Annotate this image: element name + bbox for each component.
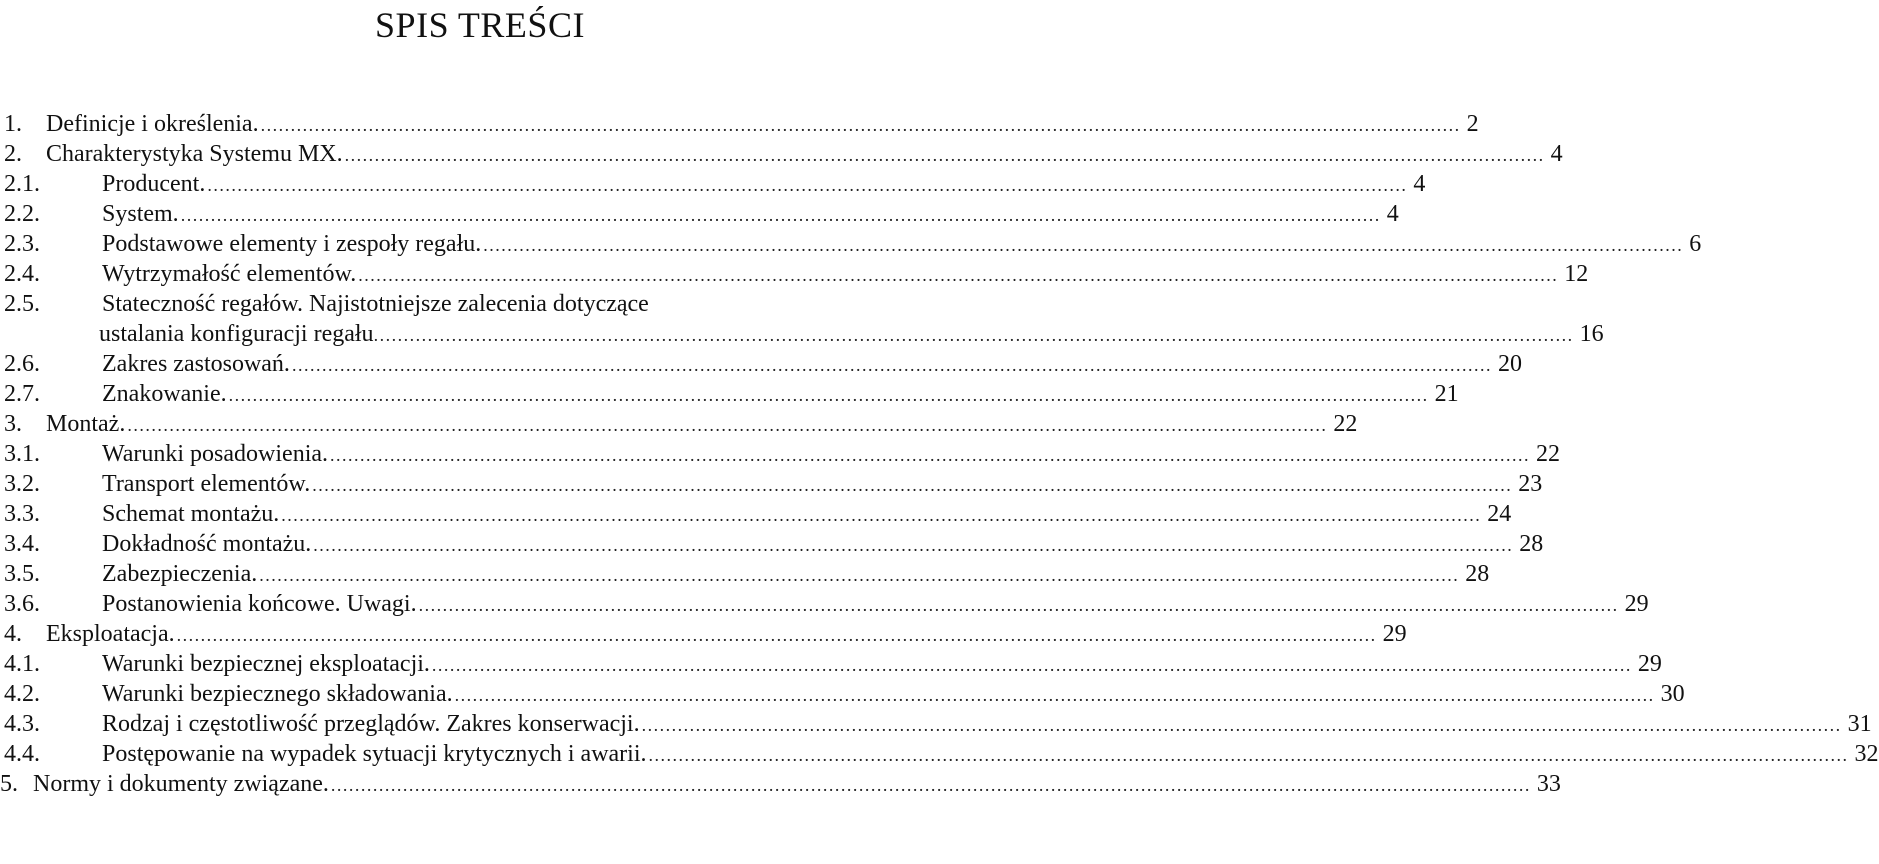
- toc-entry-number: 4.1.: [4, 651, 40, 677]
- toc-entry-page: 20: [1497, 351, 1522, 377]
- toc-entry-page: 29: [1382, 621, 1407, 647]
- toc-leader-dots: ........................................................................................................................................................................................................: [358, 265, 1559, 285]
- toc-entry[interactable]: [0, 109, 1479, 139]
- toc-entry[interactable]: [0, 499, 1512, 529]
- toc-leader-dots: ........................................................................................................................................................................................................: [330, 775, 1531, 795]
- toc-entry-page: 4: [1550, 141, 1563, 167]
- toc-entry-title: Normy i dokumenty związane.: [33, 771, 329, 797]
- toc-entry[interactable]: [0, 409, 1358, 439]
- toc-entry-number: 4.: [4, 621, 22, 647]
- toc-entry-title: ustalania konfiguracji regału: [99, 321, 374, 347]
- toc-entry[interactable]: [0, 319, 1604, 349]
- toc-entry-title: Zabezpieczenia.: [102, 561, 258, 587]
- toc-entry-number: 3.5.: [4, 561, 40, 587]
- toc-leader-dots: ........................................................................................................................................................................................................: [291, 355, 1492, 375]
- toc-entry-title: Definicje i określenia.: [46, 111, 259, 137]
- toc-leader-dots: ........................................................................................................................................................................................................: [418, 595, 1619, 615]
- toc-leader-dots: ........................................................................................................................................................................................................: [641, 715, 1842, 735]
- toc-entry-number: 2.1.: [4, 171, 40, 197]
- toc-entry-page: 2: [1466, 111, 1479, 137]
- toc-entry-title: Schemat montażu.: [102, 501, 280, 527]
- toc-entry-title: Znakowanie.: [102, 381, 227, 407]
- toc-entry-number: 2.6.: [4, 351, 40, 377]
- toc-entry[interactable]: [0, 439, 1561, 469]
- toc-entry-page: 30: [1660, 681, 1685, 707]
- toc-entry-title: Warunki bezpiecznej eksploatacji.: [102, 651, 430, 677]
- toc-entry-title: Rodzaj i częstotliwość przeglądów. Zakres konserwacji.: [102, 711, 640, 737]
- toc-leader-dots: ........................................................................................................................................................................................................: [454, 685, 1655, 705]
- toc-entry-title: Stateczność regałów. Najistotniejsze zalecenia dotyczące: [102, 291, 649, 317]
- toc-leader-dots: ........................................................................................................................................................................................................: [483, 235, 1684, 255]
- toc-entry[interactable]: [0, 649, 1662, 679]
- toc-entry-page: 31: [1847, 711, 1872, 737]
- toc-entry-number: 2.4.: [4, 261, 40, 287]
- toc-entry-title: Transport elementów.: [102, 471, 311, 497]
- toc-entry-number: 2.7.: [4, 381, 40, 407]
- toc-leader-dots: ........................................................................................................................................................................................................: [344, 145, 1545, 165]
- toc-entry-title: Warunki posadowienia.: [102, 441, 329, 467]
- toc-entry[interactable]: [0, 139, 1563, 169]
- toc-entry-title: Montaż.: [46, 411, 126, 437]
- toc-entry-number: 3.3.: [4, 501, 40, 527]
- toc-entry-number: 1.: [4, 111, 22, 137]
- toc-entry[interactable]: [0, 349, 1522, 379]
- toc-leader-dots: ........................................................................................................................................................................................................: [180, 205, 1381, 225]
- toc-entry[interactable]: [0, 469, 1543, 499]
- toc-entry-page: 29: [1637, 651, 1662, 677]
- toc-entry-number: 3.2.: [4, 471, 40, 497]
- toc-entry-number: 5.: [0, 771, 18, 797]
- toc-entry[interactable]: [0, 589, 1649, 619]
- toc-entry-page: 33: [1536, 771, 1561, 797]
- toc-entry-page: 28: [1519, 531, 1544, 557]
- toc-entry-page: 28: [1465, 561, 1490, 587]
- toc-entry-title: Wytrzymałość elementów.: [102, 261, 357, 287]
- toc-entry-page: 22: [1536, 441, 1561, 467]
- toc-entry-title: Postanowienia końcowe. Uwagi.: [102, 591, 417, 617]
- toc-leader-dots: ........................................................................................................................................................................................................: [127, 415, 1328, 435]
- toc-leader-dots: ........................................................................................................................................................................................................: [207, 175, 1408, 195]
- page-title: SPIS TREŚCI: [375, 5, 585, 45]
- toc-entry[interactable]: [0, 679, 1685, 709]
- toc-entry-page: 12: [1564, 261, 1589, 287]
- toc-entry[interactable]: [0, 169, 1426, 199]
- toc-entry-page: 24: [1487, 501, 1512, 527]
- toc-entry-page: 32: [1854, 741, 1879, 767]
- toc-entry[interactable]: [0, 289, 960, 319]
- toc-entry-title: Charakterystyka Systemu MX.: [46, 141, 343, 167]
- toc-entry-title: Warunki bezpiecznego składowania.: [102, 681, 453, 707]
- toc-entry[interactable]: [0, 229, 1702, 259]
- toc-entry-number: 2.3.: [4, 231, 40, 257]
- toc-entry-page: 16: [1579, 321, 1604, 347]
- toc-entry-number: 3.1.: [4, 441, 40, 467]
- toc-entry-number: 2.: [4, 141, 22, 167]
- toc-leader-dots: ........................................................................................................................................................................................................: [373, 325, 1574, 345]
- toc-entry-title: Zakres zastosowań.: [102, 351, 290, 377]
- toc-leader-dots: ........................................................................................................................................................................................................: [260, 115, 1461, 135]
- toc-entry-number: 3.6.: [4, 591, 40, 617]
- toc-entry-page: 4: [1413, 171, 1426, 197]
- toc-leader-dots: ........................................................................................................................................................................................................: [431, 655, 1632, 675]
- toc-entry-page: 22: [1333, 411, 1358, 437]
- toc-entry[interactable]: [0, 709, 1872, 739]
- toc-entry[interactable]: [0, 769, 1561, 799]
- toc-entry-number: 3.: [4, 411, 22, 437]
- toc-leader-dots: ........................................................................................................................................................................................................: [259, 565, 1460, 585]
- toc-entry-number: 3.4.: [4, 531, 40, 557]
- toc-leader-dots: ........................................................................................................................................................................................................: [176, 625, 1377, 645]
- toc-entry-page: 29: [1624, 591, 1649, 617]
- toc-leader-dots: ........................................................................................................................................................................................................: [313, 535, 1514, 555]
- toc-entry[interactable]: [0, 559, 1490, 589]
- toc-entry[interactable]: [0, 529, 1544, 559]
- toc-entry-page: 23: [1518, 471, 1543, 497]
- toc-entry[interactable]: [0, 619, 1407, 649]
- table-of-contents: [0, 109, 1879, 799]
- toc-entry-page: 6: [1689, 231, 1702, 257]
- toc-entry[interactable]: [0, 259, 1589, 289]
- toc-leader-dots: ........................................................................................................................................................................................................: [330, 445, 1531, 465]
- toc-leader-dots: ........................................................................................................................................................................................................: [648, 745, 1849, 765]
- toc-entry[interactable]: [0, 739, 1879, 769]
- toc-entry-title: Producent.: [102, 171, 206, 197]
- toc-entry-number: 2.2.: [4, 201, 40, 227]
- toc-leader-dots: ........................................................................................................................................................................................................: [312, 475, 1513, 495]
- toc-entry-number: 4.3.: [4, 711, 40, 737]
- toc-entry-page: 4: [1386, 201, 1399, 227]
- toc-entry-number: 2.5.: [4, 291, 40, 317]
- toc-entry[interactable]: [0, 199, 1399, 229]
- toc-entry-title: Postępowanie na wypadek sytuacji krytycznych i awarii.: [102, 741, 647, 767]
- toc-entry-title: Dokładność montażu.: [102, 531, 312, 557]
- toc-leader-dots: ........................................................................................................................................................................................................: [228, 385, 1429, 405]
- toc-entry-title: Podstawowe elementy i zespoły regału.: [102, 231, 482, 257]
- toc-entry[interactable]: [0, 379, 1459, 409]
- toc-entry-page: 21: [1434, 381, 1459, 407]
- toc-entry-title: System.: [102, 201, 179, 227]
- toc-leader-dots: ........................................................................................................................................................................................................: [281, 505, 1482, 525]
- toc-entry-number: 4.2.: [4, 681, 40, 707]
- toc-entry-number: 4.4.: [4, 741, 40, 767]
- toc-entry-title: Eksploatacja.: [46, 621, 175, 647]
